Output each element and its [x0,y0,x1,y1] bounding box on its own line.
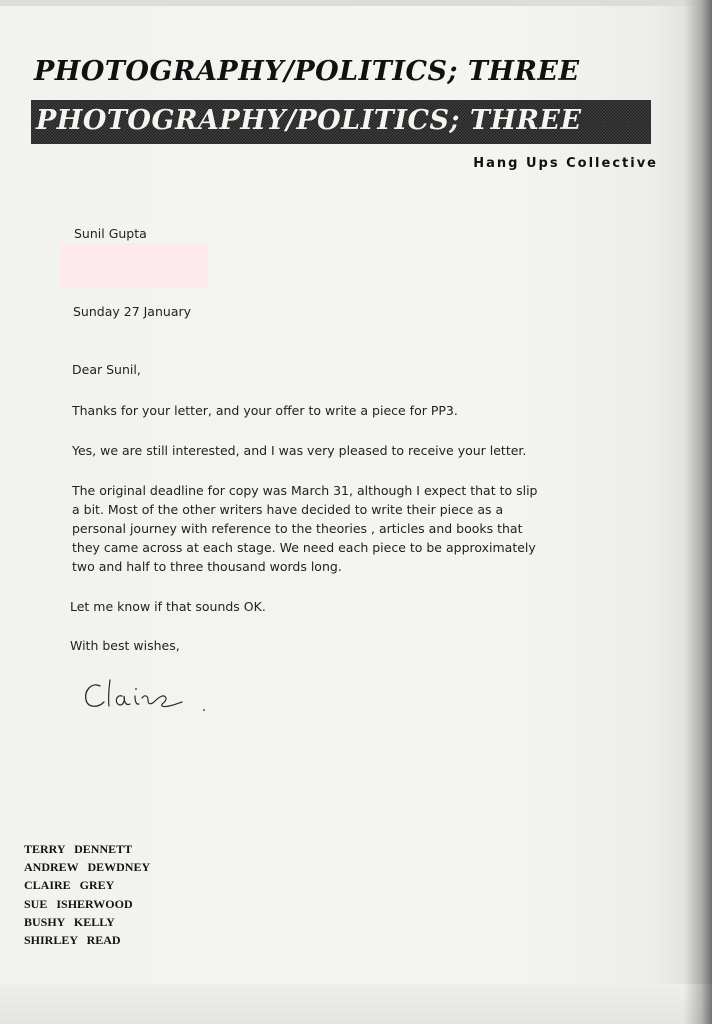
member-name: BUSHY KELLY [24,914,115,929]
recipient-name: Sunil Gupta [74,226,147,241]
paragraph-3-line: two and half to three thousand words long. [72,559,342,574]
paragraph-3-line: they came across at each stage. We need each piece to be approximately [72,540,536,555]
letter-date: Sunday 27 January [73,304,192,319]
member-name: SUE ISHERWOOD [24,896,133,911]
salutation: Dear Sunil, [72,362,141,377]
paragraph-3-line: The original deadline for copy was March 31, although I expect that to slip [72,483,538,498]
page-bottom-edge [0,984,712,1024]
paragraph-1: Thanks for your letter, and your offer to write a piece for PP3. [72,403,458,418]
member-name: SHIRLEY READ [24,933,121,948]
closing: With best wishes, [70,638,180,653]
member-name: CLAIRE GREY [24,878,115,893]
letterhead-title: PHOTOGRAPHY/POLITICS; THREE [34,56,580,87]
page-top-edge [0,0,712,6]
address-redaction [60,243,208,287]
paragraph-4: Let me know if that sounds OK. [70,599,266,614]
collective-members [24,840,150,949]
collective-name: Hang Ups Collective [473,156,658,171]
member-name: TERRY DENNETT [24,842,133,856]
letterhead-title-inverse: PHOTOGRAPHY/POLITICS; THREE [36,105,582,136]
paragraph-2: Yes, we are still interested, and I was very pleased to receive your letter. [72,443,527,458]
member-name: ANDREW DEWDNEY [24,860,151,875]
paragraph-3 [72,481,612,576]
paragraph-3-line: personal journey with reference to the theories , articles and books that [72,521,523,536]
paragraph-3-line: a bit. Most of the other writers have decided to write their piece as a [72,502,504,517]
handwritten-signature [82,674,222,718]
